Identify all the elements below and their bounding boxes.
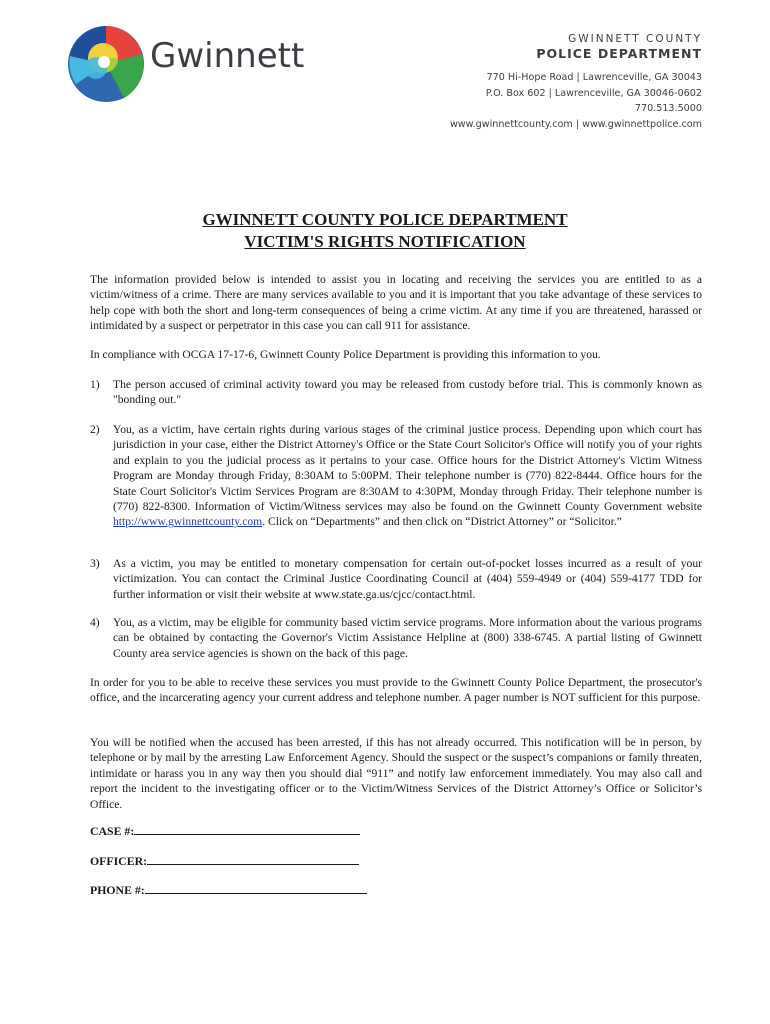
list-item-text: The person accused of criminal activity toward you may be released from custody before trial. This is commonly known as "bonding out." [113, 378, 702, 407]
letterhead-contact [450, 33, 702, 132]
list-item-text-part: . Click on “Departments” and then click on “District Attorney” or “Solicitor.” [262, 515, 622, 529]
list-item-text-part: You, as a victim, have certain rights during various stages of the criminal justice process. Depending upon which court has jurisdiction in your case, either the District Attorney's Office or the State Court Solicitor's Office will notify you of your rights and explain to you the judicial process as it pertains to your case. Office hours for the District Attorney's Victim Witness Program are Monday through Friday, 8:30AM to 5:00PM. Their telephone number is (770) 822-8444. Office hours for the State Court Solicitor's Victim Services Program are 8:30AM to 4:30PM, Monday through Friday. Their telephone number is (770) 822-8300. Information of Victim/Witness services may also be found on the Gwinnett County Government website [113, 423, 702, 514]
phone-field[interactable] [90, 882, 367, 898]
address-requirement-paragraph: In order for you to be able to receive these services you must provide to the Gwinnett County Police Department, the prosecutor's office, and the incarcerating agency your current address and telephone number. A pager number is NOT sufficient for this purpose. [90, 676, 702, 705]
letterhead-address-street: 770 Hi-Hope Road | Lawrenceville, GA 30043 [486, 72, 702, 83]
list-item-number: 1) [90, 378, 100, 391]
letterhead-phone: 770.513.5000 [634, 103, 702, 114]
list-item-number: 2) [90, 423, 100, 436]
letterhead-department: POLICE DEPARTMENT [536, 46, 702, 61]
case-number-blank[interactable] [134, 823, 360, 835]
compliance-paragraph: In compliance with OCGA 17-17-6, Gwinnett County Police Department is providing this information to you. [90, 348, 601, 361]
officer-blank[interactable] [147, 853, 359, 865]
gwinnett-website-link[interactable]: http://www.gwinnettcounty.com [113, 515, 263, 529]
case-number-label: CASE #: [90, 824, 135, 838]
document-title: GWINNETT COUNTY POLICE DEPARTMENT [202, 210, 568, 229]
list-item [90, 556, 702, 602]
letterhead-websites: www.gwinnettcounty.com | www.gwinnettpolice.com [449, 118, 702, 130]
list-item [90, 422, 702, 530]
officer-label: OFFICER: [90, 854, 148, 868]
logo-wordmark: Gwinnett [150, 36, 305, 76]
officer-field[interactable] [90, 853, 359, 869]
gwinnett-logo-icon [66, 24, 146, 104]
document-subtitle: VICTIM'S RIGHTS NOTIFICATION [244, 232, 526, 251]
letterhead-address-po-box: P.O. Box 602 | Lawrenceville, GA 30046-0602 [485, 87, 702, 99]
phone-blank[interactable] [145, 882, 367, 894]
letterhead-county: GWINNETT COUNTY [568, 33, 702, 45]
case-number-field[interactable] [90, 823, 360, 839]
list-item [90, 377, 702, 408]
notification-paragraph: You will be notified when the accused has been arrested, if this has not already occurred. This notification will be in person, by telephone or by mail by the arresting Law Enforcement Agency. Should the suspect or the suspect’s companions or family threaten, intimidate or harass you in any way then you should dial “911” and notify law enforcement immediately. You may also call and report the incident to the investigating officer or to the Victim/Witness Services of the District Attorney’s Office or Solicitor’s Office. [90, 736, 702, 811]
list-item-number: 4) [90, 616, 100, 629]
list-item-text [113, 422, 702, 530]
list-item [90, 615, 702, 661]
list-item-text: You, as a victim, may be eligible for community based victim service programs. More information about the various programs can be obtained by contacting the Governor's Victim Assistance Helpline at (800) 338-6745. A partial listing of Gwinnett County area service agencies is shown on the back of this page. [113, 616, 702, 660]
list-item-number: 3) [90, 557, 100, 570]
intro-paragraph: The information provided below is intended to assist you in locating and receiving the services you are entitled to as a victim/witness of a crime. There are many services available to you and it is important that you take advantage of these services to help cope with both the short and long-term consequences of being a crime victim. At any time if you are threatened, harassed or intimidated by a suspect or perpetrator in this case you can call 911 for assistance. [90, 273, 702, 333]
list-item-text: As a victim, you may be entitled to monetary compensation for certain out-of-pocket losses incurred as a result of your victimization. You can contact the Criminal Justice Coordinating Council at (404) 559-4949 or (404) 559-4177 TDD for further information or visit their website at www.state.ga.us/cjcc/contact.html. [113, 557, 702, 601]
phone-label: PHONE #: [90, 883, 145, 897]
